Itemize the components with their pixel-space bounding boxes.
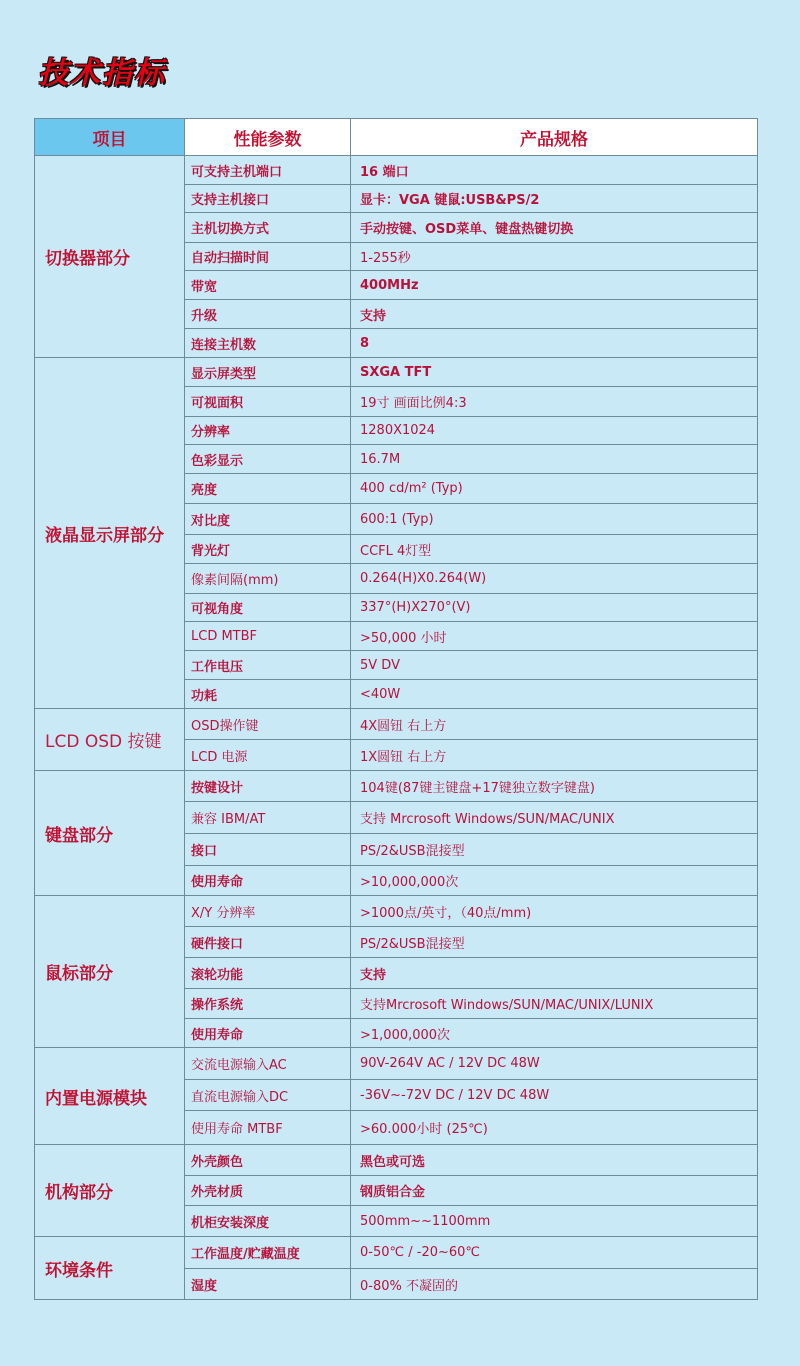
value-cell: >10,000,000次 xyxy=(351,866,758,896)
value-cell: 16 端口 xyxy=(351,156,758,185)
table-row xyxy=(35,771,758,802)
value-cell: SXGA TFT xyxy=(351,358,758,387)
category-cell: 内置电源模块 xyxy=(35,1048,185,1145)
category-cell: 环境条件 xyxy=(35,1237,185,1300)
param-cell: 连接主机数 xyxy=(185,329,351,358)
param-cell: 背光灯 xyxy=(185,535,351,564)
value-cell: 1280X1024 xyxy=(351,417,758,445)
param-cell: 升级 xyxy=(185,300,351,329)
param-cell: 自动扫描时间 xyxy=(185,243,351,271)
page-title: 技术指标 xyxy=(38,56,166,91)
category-cell: 切换器部分 xyxy=(35,156,185,358)
value-cell: -36V~-72V DC / 12V DC 48W xyxy=(351,1080,758,1111)
header-spec: 产品规格 xyxy=(351,119,758,156)
param-cell: 带宽 xyxy=(185,271,351,300)
param-cell: 使用寿命 xyxy=(185,1019,351,1048)
param-cell: 使用寿命 MTBF xyxy=(185,1111,351,1145)
param-cell: 主机切换方式 xyxy=(185,213,351,243)
param-cell: 分辨率 xyxy=(185,417,351,445)
param-cell: 支持主机接口 xyxy=(185,185,351,213)
param-cell: 亮度 xyxy=(185,474,351,504)
value-cell: >1000点/英寸，（40点/mm) xyxy=(351,896,758,927)
category-cell: 键盘部分 xyxy=(35,771,185,896)
param-cell: 工作温度/贮藏温度 xyxy=(185,1237,351,1269)
value-cell: <40W xyxy=(351,680,758,709)
param-cell: 像素间隔(mm) xyxy=(185,564,351,594)
param-cell: 湿度 xyxy=(185,1269,351,1300)
value-cell: 19寸 画面比例4:3 xyxy=(351,387,758,417)
param-cell: 显示屏类型 xyxy=(185,358,351,387)
param-cell: LCD 电源 xyxy=(185,740,351,771)
table-row xyxy=(35,358,758,387)
param-cell: X/Y 分辨率 xyxy=(185,896,351,927)
value-cell: 支持 Mrcrosoft Windows/SUN/MAC/UNIX xyxy=(351,802,758,834)
value-cell: PS/2&USB混接型 xyxy=(351,834,758,866)
value-cell: PS/2&USB混接型 xyxy=(351,927,758,958)
table-row xyxy=(35,709,758,740)
header-param: 性能参数 xyxy=(185,119,351,156)
param-cell: 兼容 IBM/AT xyxy=(185,802,351,834)
param-cell: 可视角度 xyxy=(185,594,351,622)
param-cell: 硬件接口 xyxy=(185,927,351,958)
param-cell: OSD操作键 xyxy=(185,709,351,740)
value-cell: 400MHz xyxy=(351,271,758,300)
category-cell: 液晶显示屏部分 xyxy=(35,358,185,709)
param-cell: 滚轮功能 xyxy=(185,958,351,989)
param-cell: 可支持主机端口 xyxy=(185,156,351,185)
value-cell: 0-80% 不凝固的 xyxy=(351,1269,758,1300)
table-row xyxy=(35,1237,758,1269)
param-cell: 按键设计 xyxy=(185,771,351,802)
category-cell: 机构部分 xyxy=(35,1145,185,1237)
value-cell: 钢质铝合金 xyxy=(351,1176,758,1206)
value-cell: 1X圆钮 右上方 xyxy=(351,740,758,771)
param-cell: 机柜安装深度 xyxy=(185,1206,351,1237)
spec-table xyxy=(34,118,758,1300)
table-row xyxy=(35,1048,758,1080)
table-body xyxy=(35,156,758,1300)
header-item: 项目 xyxy=(35,119,185,156)
value-cell: 90V-264V AC / 12V DC 48W xyxy=(351,1048,758,1080)
param-cell: 操作系统 xyxy=(185,989,351,1019)
value-cell: >1,000,000次 xyxy=(351,1019,758,1048)
param-cell: 对比度 xyxy=(185,504,351,535)
value-cell: 1-255秒 xyxy=(351,243,758,271)
table-row xyxy=(35,156,758,185)
param-cell: 交流电源输入AC xyxy=(185,1048,351,1080)
param-cell: LCD MTBF xyxy=(185,622,351,651)
value-cell: 4X圆钮 右上方 xyxy=(351,709,758,740)
value-cell: 显卡：VGA 键鼠:USB&PS/2 xyxy=(351,185,758,213)
value-cell: 5V DV xyxy=(351,651,758,680)
param-cell: 直流电源输入DC xyxy=(185,1080,351,1111)
value-cell: >60.000小时 (25℃) xyxy=(351,1111,758,1145)
param-cell: 外壳颜色 xyxy=(185,1145,351,1176)
value-cell: 支持 xyxy=(351,300,758,329)
table-row xyxy=(35,896,758,927)
value-cell: 104键(87键主键盘+17键独立数字键盘) xyxy=(351,771,758,802)
value-cell: 8 xyxy=(351,329,758,358)
table-header-row xyxy=(35,119,758,156)
value-cell: 600:1 (Typ) xyxy=(351,504,758,535)
value-cell: 16.7M xyxy=(351,445,758,474)
value-cell: 黑色或可选 xyxy=(351,1145,758,1176)
category-cell: LCD OSD 按键 xyxy=(35,709,185,771)
value-cell: 支持 xyxy=(351,958,758,989)
param-cell: 可视面积 xyxy=(185,387,351,417)
param-cell: 外壳材质 xyxy=(185,1176,351,1206)
value-cell: 支持Mrcrosoft Windows/SUN/MAC/UNIX/LUNIX xyxy=(351,989,758,1019)
value-cell: 500mm~~1100mm xyxy=(351,1206,758,1237)
param-cell: 接口 xyxy=(185,834,351,866)
param-cell: 工作电压 xyxy=(185,651,351,680)
value-cell: 手动按键、OSD菜单、键盘热键切换 xyxy=(351,213,758,243)
value-cell: >50,000 小时 xyxy=(351,622,758,651)
category-cell: 鼠标部分 xyxy=(35,896,185,1048)
param-cell: 功耗 xyxy=(185,680,351,709)
param-cell: 使用寿命 xyxy=(185,866,351,896)
value-cell: 400 cd/m² (Typ) xyxy=(351,474,758,504)
value-cell: 0.264(H)X0.264(W) xyxy=(351,564,758,594)
value-cell: 0-50℃ / -20~60℃ xyxy=(351,1237,758,1269)
value-cell: CCFL 4灯型 xyxy=(351,535,758,564)
table-row xyxy=(35,1145,758,1176)
param-cell: 色彩显示 xyxy=(185,445,351,474)
value-cell: 337°(H)X270°(V) xyxy=(351,594,758,622)
